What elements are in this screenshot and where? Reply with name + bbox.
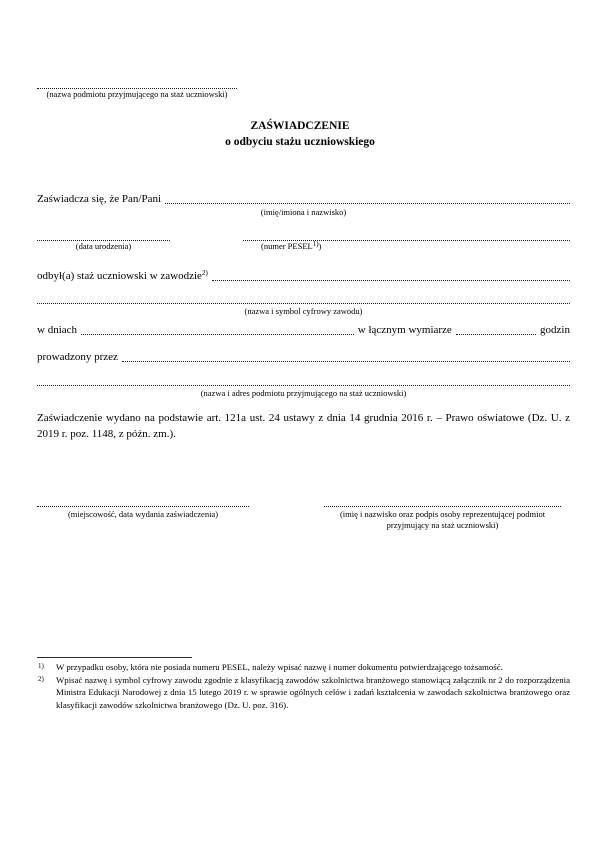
provider-caption: (nazwa i adres podmiotu przyjmującego na staż uczniowski) [200,388,407,398]
footnote-2-text: Wpisać nazwę i symbol cyfrowy zawodu zgodnie z klasyfikacją zawodów szkolnictwa branżowego stanowiącą załącznik nr 2 do rozporządzenia Ministra Edukacji Narodowej z dnia 15 lutego 2019 r. w sprawie ogólnych celów i zadań kształcenia w zawodach szkolnictwa branżowego oraz klasyfikacji zawodów szkolnictwa branżowego (Dz. U. poz. 316). [56,674,570,710]
footnote-divider [37,657,192,658]
birth-date-caption: (data urodzenia) [75,241,132,251]
pesel-block [243,233,570,253]
total-label: w łącznym wymiarze [357,324,452,336]
footnote-2-marker: 2) [38,674,44,683]
title-block [0,118,600,150]
legal-basis-paragraph: Zaświadczenie wydano na podstawie art. 121a ust. 24 ustawy z dnia 14 grudnia 2016 r. – Prawo oświatowe (Dz. U. z 2019 r. poz. 1148, z późn. zm.). [37,412,570,440]
birth-date-block [37,233,170,252]
document-subtitle: o odbyciu stażu uczniowskiego [225,136,375,148]
occupation-caption: (nazwa i symbol cyfrowy zawodu) [244,306,363,316]
place-date-caption: (miejscowość, data wydania zaświadczenia) [67,509,219,519]
conducted-line [37,351,570,364]
certify-line [37,193,570,206]
place-date-block [37,499,249,520]
conducted-label: prowadzony przez [37,351,118,363]
occupation-line [37,270,570,283]
recipient-caption: (nazwa podmiotu przyjmującego na staż uczniowski) [46,89,228,99]
pesel-footnote-ref: 1) [312,239,319,248]
signer-caption-line2: przyjmujący na staż uczniowski) [386,519,499,530]
certify-label: Zaświadcza się, że Pan/Pani [37,193,162,205]
signer-caption-line1: (imię i nazwisko oraz podpis osoby reprezentującej podmiot [339,509,546,519]
place-date-field[interactable] [37,499,249,507]
birth-date-field[interactable] [37,233,170,241]
signature-block [324,499,561,530]
footnotes-block [37,661,570,711]
hours-field[interactable] [456,334,536,335]
footnote-1 [37,661,570,674]
days-label: w dniach [37,324,78,336]
document-title: ZAŚWIADCZENIE [250,120,350,132]
hours-label: godzin [540,324,570,336]
provider-field[interactable] [37,385,570,386]
name-caption: (imię/imiona i nazwisko) [260,207,347,217]
occupation-footnote-ref: 2) [201,268,208,277]
footnote-1-marker: 1) [38,662,44,670]
conducted-by-field[interactable] [122,361,570,362]
occupation-field[interactable] [212,280,570,281]
footnote-2 [37,674,570,712]
pesel-caption [243,241,570,253]
days-line [37,324,570,337]
occupation-field-line2[interactable] [37,303,570,304]
recipient-block [37,81,237,100]
occupation-label: odbył(a) staż uczniowski w zawodzie [37,270,202,282]
signature-field[interactable] [324,499,561,507]
full-name-field[interactable] [165,203,570,204]
footnote-1-text: W przypadku osoby, która nie posiada numeru PESEL, należy wpisać nazwę i numer dokumentu potwierdzającego tożsamość. [56,662,503,672]
pesel-field[interactable] [243,233,570,241]
recipient-name-field[interactable] [37,81,237,89]
pesel-caption-pre: (numer PESEL [261,241,313,251]
pesel-caption-post: ) [318,241,322,251]
days-field[interactable] [81,334,354,335]
signer-caption [324,509,561,530]
